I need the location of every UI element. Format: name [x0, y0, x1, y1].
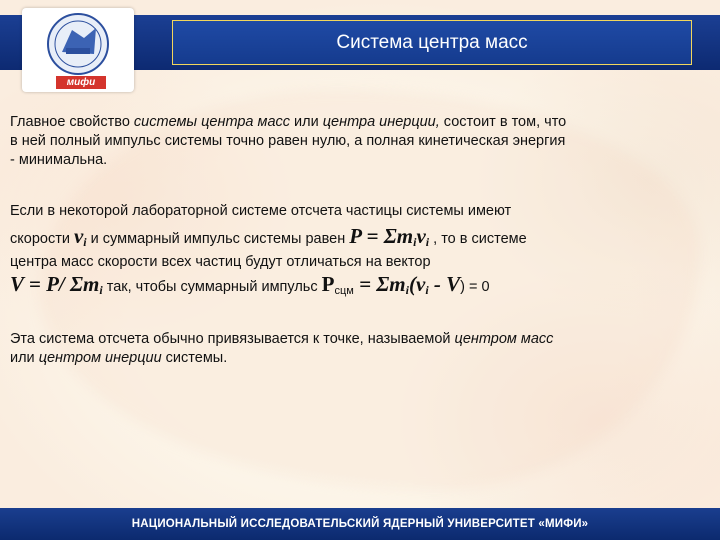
text: или	[10, 350, 39, 366]
text: ) = 0	[460, 279, 490, 295]
subscript: i	[425, 283, 429, 297]
subscript: i	[99, 283, 103, 297]
term-center-of-mass: центром масс	[454, 331, 554, 347]
formula-part: - V	[428, 272, 461, 296]
term-inertia-center: центра инерции,	[322, 114, 440, 130]
mephi-logo	[22, 8, 134, 92]
momentum-symbol: P	[321, 272, 335, 296]
logo-text: мифи	[56, 76, 106, 89]
subscript-scm: сцм	[334, 285, 354, 297]
formula-part: (v	[408, 272, 426, 296]
paragraph3-line1	[10, 330, 710, 349]
text: или	[290, 114, 323, 130]
paragraph1-line2: в ней полный импульс системы точно равен нулю, а полная кинетическая энергия	[10, 133, 566, 149]
momentum-formula: P = Σm	[349, 224, 414, 248]
paragraph-lab-frame	[10, 202, 710, 305]
paragraph2-line1: Если в некоторой лабораторной системе отсчета частицы системы имеют	[10, 203, 512, 219]
footer-university-name: НАЦИОНАЛЬНЫЙ ИССЛЕДОВАТЕЛЬСКИЙ ЯДЕРНЫЙ УНИВЕРСИТЕТ «МИФИ»	[131, 518, 589, 530]
velocity-symbol: v	[73, 224, 84, 248]
subscript: i	[425, 235, 430, 249]
paragraph2-line2	[10, 224, 710, 253]
paragraph3-line2	[10, 349, 710, 368]
paragraph-reference-point	[10, 330, 710, 368]
text: Главное свойство	[10, 114, 134, 130]
paragraph-main-property	[10, 113, 710, 170]
term-center-of-inertia: центром инерции	[38, 350, 162, 366]
subscript: i	[405, 283, 409, 297]
formula-velocity: v	[416, 224, 426, 248]
subscript: i	[413, 235, 417, 249]
paragraph2-line4	[10, 272, 710, 305]
paragraph1-line3: - минимальна.	[10, 152, 108, 168]
slide-title: Система центра масс	[336, 32, 528, 53]
sum-formula: = Σm	[353, 272, 406, 296]
paragraph1-line1	[10, 113, 710, 132]
paragraph2-line3: центра масс скорости всех частиц будут отличаться на вектор	[10, 254, 431, 270]
text: системы.	[161, 350, 228, 366]
velocity-shift-formula: V = P/ Σm	[10, 272, 100, 296]
term-cm-system: системы центра масс	[133, 114, 291, 130]
text: скорости	[10, 231, 74, 247]
text: так, чтобы суммарный импульс	[102, 279, 322, 295]
text: Эта система отсчета обычно привязывается к точке, называемой	[10, 331, 455, 347]
text: , то в системе	[429, 231, 527, 247]
subscript: i	[83, 235, 87, 249]
text: состоит в том, что	[439, 114, 567, 130]
text: и суммарный импульс системы равен	[86, 231, 350, 247]
